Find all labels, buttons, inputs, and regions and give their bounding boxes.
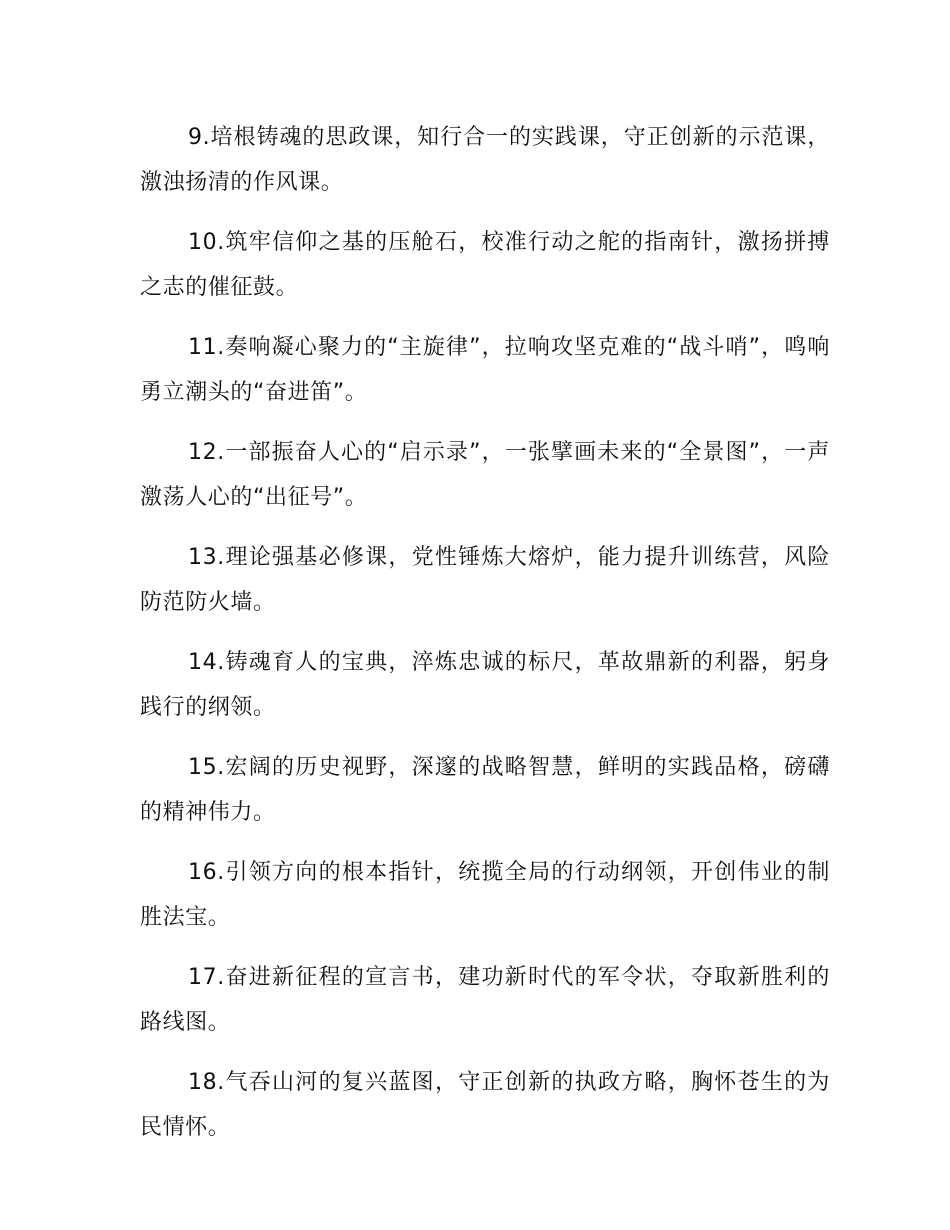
document-body — [140, 115, 830, 1165]
paragraph-9: 9.培根铸魂的思政课，知行合一的实践课，守正创新的示范课，激浊扬清的作风课。 — [140, 125, 830, 195]
paragraph-13: 13.理论强基必修课，党性锤炼大熔炉，能力提升训练营，风险防范防火墙。 — [140, 545, 830, 615]
paragraph-10: 10.筑牢信仰之基的压舱石，校准行动之舵的指南针，激扬拼搏之志的催征鼓。 — [140, 230, 830, 300]
paragraph-17: 17.奋进新征程的宣言书，建功新时代的军令状，夺取新胜利的路线图。 — [140, 965, 830, 1035]
paragraph-16: 16.引领方向的根本指针，统揽全局的行动纲领，开创伟业的制胜法宝。 — [140, 860, 830, 930]
paragraph-18: 18.气吞山河的复兴蓝图，守正创新的执政方略，胸怀苍生的为民情怀。 — [140, 1070, 830, 1140]
paragraph-14: 14.铸魂育人的宝典，淬炼忠诚的标尺，革故鼎新的利器，躬身践行的纲领。 — [140, 650, 830, 720]
paragraph-12: 12.一部振奋人心的“启示录”，一张擘画未来的“全景图”，一声激荡人心的“出征号”。 — [140, 440, 830, 510]
paragraph-15: 15.宏阔的历史视野，深邃的战略智慧，鲜明的实践品格，磅礴的精神伟力。 — [140, 755, 830, 825]
paragraph-11: 11.奏响凝心聚力的“主旋律”，拉响攻坚克难的“战斗哨”，鸣响勇立潮头的“奋进笛”。 — [140, 335, 830, 405]
